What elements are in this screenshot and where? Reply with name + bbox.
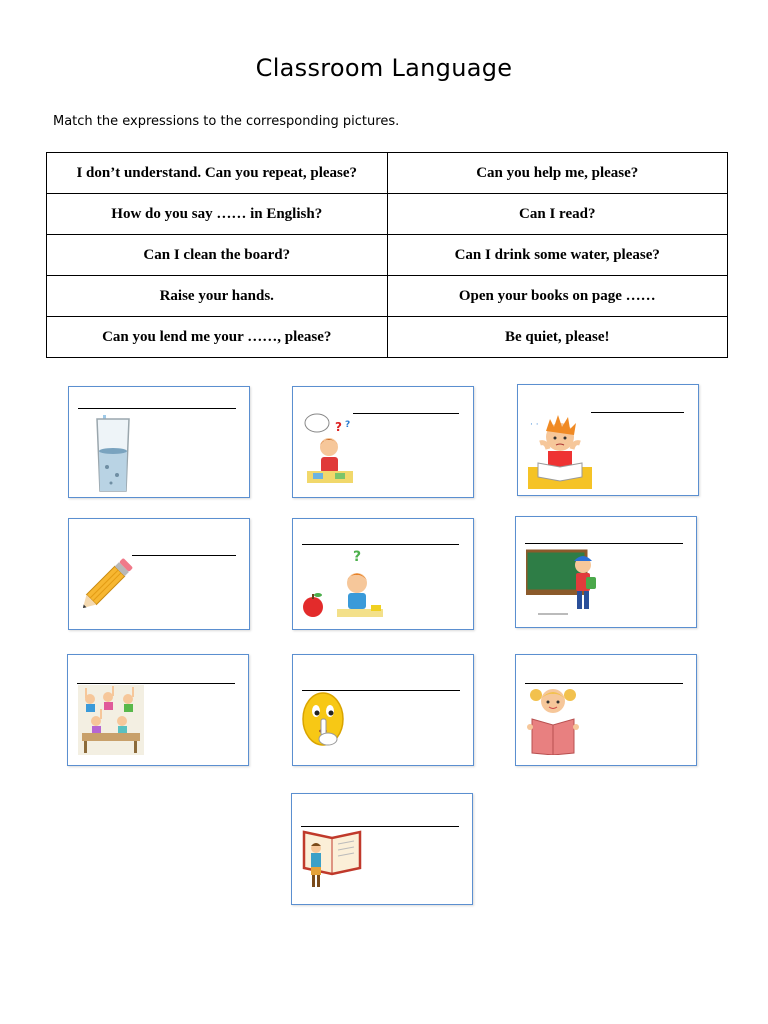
expressions-table <box>46 152 728 358</box>
expression-cell: Raise your hands. <box>47 276 388 317</box>
answer-line[interactable] <box>591 412 684 413</box>
picture-card <box>68 386 250 498</box>
expression-cell: Open your books on page …… <box>387 276 728 317</box>
answer-line[interactable] <box>302 544 459 545</box>
frustrated-boy-reading-image <box>526 407 596 491</box>
expression-cell: How do you say …… in English? <box>47 194 388 235</box>
answer-line[interactable] <box>353 413 459 414</box>
picture-card <box>517 384 699 496</box>
teacher-with-book-image <box>302 828 364 890</box>
svg-text:?: ? <box>345 420 351 430</box>
svg-text:?: ? <box>335 420 342 434</box>
expression-cell: Can you help me, please? <box>387 153 728 194</box>
svg-text:?: ? <box>353 549 362 565</box>
expression-cell: Can you lend me your ……, please? <box>47 317 388 358</box>
table-row <box>47 276 728 317</box>
picture-card <box>515 654 697 766</box>
picture-card <box>515 516 697 628</box>
answer-line[interactable] <box>77 683 235 684</box>
expression-cell: Be quiet, please! <box>387 317 728 358</box>
table-row <box>47 317 728 358</box>
thinking-boy-apple-image <box>301 547 393 625</box>
pencil-image <box>77 553 137 615</box>
boy-at-board-image <box>526 547 602 623</box>
picture-card <box>292 518 474 630</box>
answer-line[interactable] <box>132 555 236 556</box>
answer-line[interactable] <box>301 826 459 827</box>
answer-line[interactable] <box>525 683 683 684</box>
svg-text:· ·: · · <box>530 420 539 430</box>
instruction-text: Match the expressions to the corresponding pictures. <box>53 114 400 129</box>
table-row <box>47 194 728 235</box>
page-title: Classroom Language <box>255 54 513 82</box>
expression-cell: I don’t understand. Can you repeat, please? <box>47 153 388 194</box>
quiet-smiley-image <box>301 689 349 751</box>
answer-line[interactable] <box>78 408 236 409</box>
picture-card <box>67 654 249 766</box>
picture-card <box>292 654 474 766</box>
expression-cell: Can I drink some water, please? <box>387 235 728 276</box>
confused-boy-image <box>301 409 361 491</box>
table-row <box>47 235 728 276</box>
expression-cell: Can I read? <box>387 194 728 235</box>
table-row <box>47 153 728 194</box>
picture-card <box>291 793 473 905</box>
answer-line[interactable] <box>525 543 683 544</box>
students-raising-hands-image <box>78 685 144 755</box>
picture-card <box>292 386 474 498</box>
girl-reading-image <box>526 685 580 755</box>
glass-of-water-image <box>89 415 139 495</box>
expression-cell: Can I clean the board? <box>47 235 388 276</box>
picture-card <box>68 518 250 630</box>
